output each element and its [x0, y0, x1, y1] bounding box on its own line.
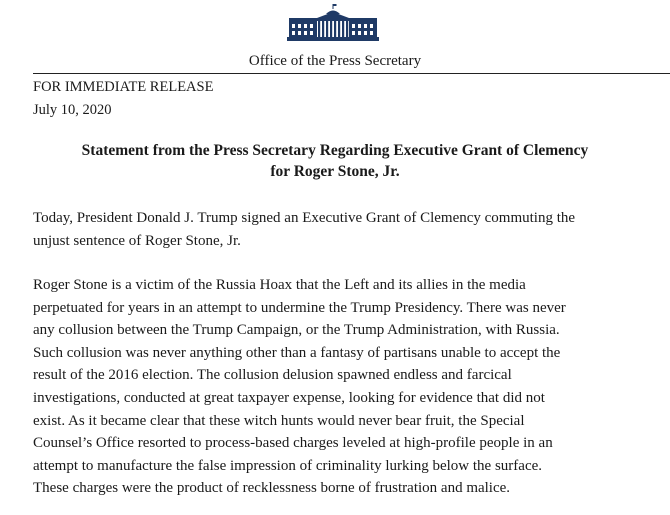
paragraph-line: These charges were the product of recklessness borne of frustration and malice. — [33, 480, 511, 497]
paragraph-line: Roger Stone is a victim of the Russia Hoax that the Left and its allies in the media — [33, 277, 526, 293]
body-paragraph-1 — [33, 207, 670, 252]
header-divider — [33, 73, 670, 74]
paragraph-line: Today, President Donald J. Trump signed an Executive Grant of Clemency commuting the — [33, 210, 576, 226]
paragraph-line: any collusion between the Trump Campaign, or the Trump Administration, with Russia. — [33, 322, 560, 339]
paragraph-line: investigations, conducted at great taxpayer expense, looking for evidence that did not — [33, 389, 545, 406]
statement-title — [25, 140, 645, 182]
body-paragraph-2 — [33, 274, 670, 500]
statement-title-line: Statement from the Press Secretary Regarding Executive Grant of Clemency — [81, 142, 589, 159]
white-house-logo-icon — [287, 4, 379, 44]
paragraph-line: Counsel’s Office resorted to process-based charges leveled at high-profile people in an — [33, 435, 553, 452]
paragraph-line: unjust sentence of Roger Stone, Jr. — [33, 232, 241, 249]
paragraph-line: attempt to manufacture the false impression of criminality lurking below the surface. — [33, 457, 543, 474]
paragraph-line: Such collusion was never anything other than a fantasy of partisans unable to accept the — [33, 344, 561, 361]
paragraph-line: result of the 2016 election. The collusion delusion spawned endless and farcical — [33, 367, 512, 384]
statement-title-line: for Roger Stone, Jr. — [270, 163, 400, 180]
paragraph-line: exist. As it became clear that these witch hunts would never bear fruit, the Special — [33, 412, 525, 429]
release-label: FOR IMMEDIATE RELEASE — [33, 79, 214, 95]
paragraph-line: perpetuated for years in an attempt to undermine the Trump Presidency. There was never — [33, 299, 566, 316]
office-heading: Office of the Press Secretary — [248, 53, 422, 69]
release-date: July 10, 2020 — [33, 102, 112, 118]
